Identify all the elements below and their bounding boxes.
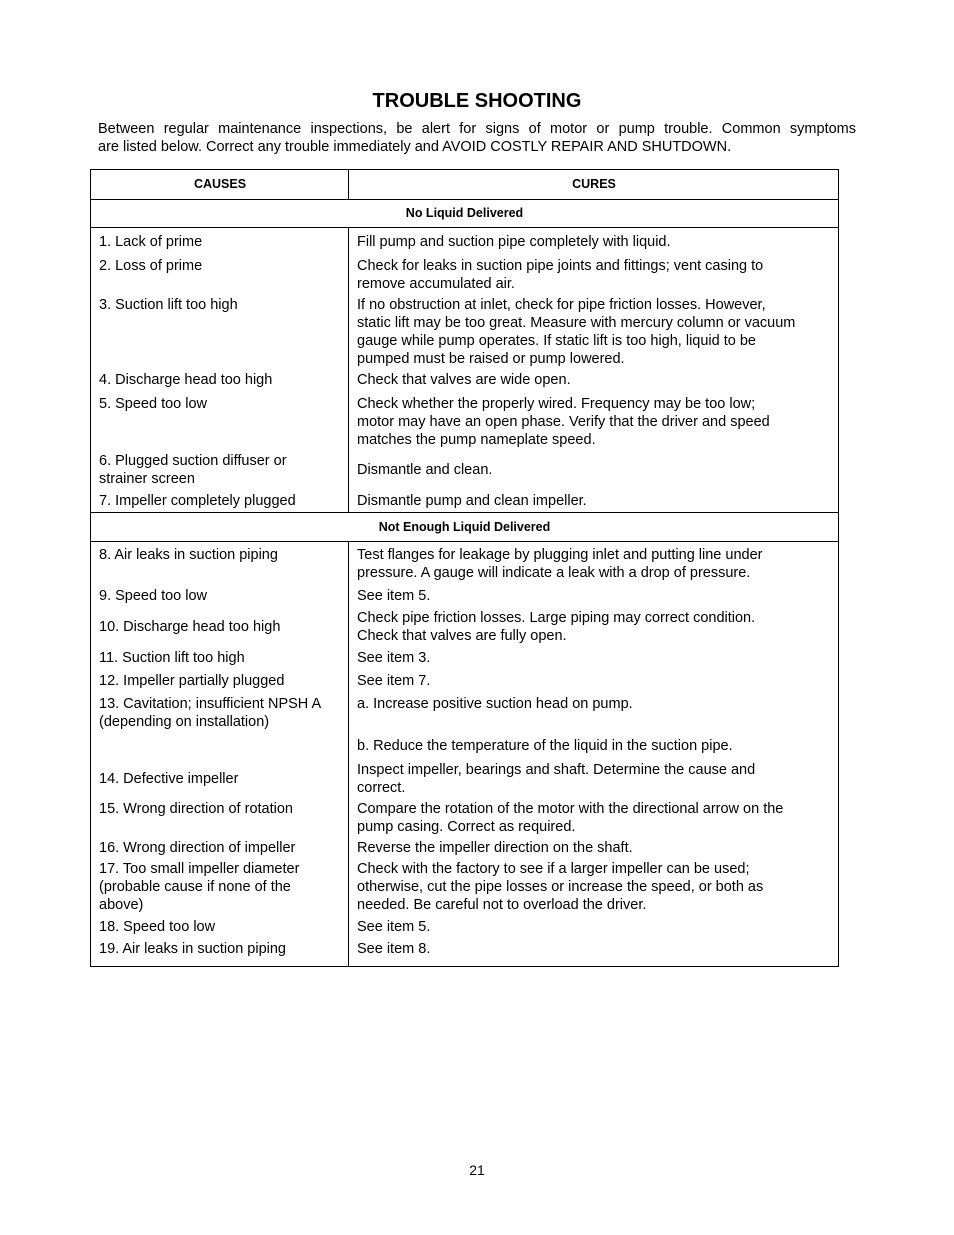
cause-cell — [99, 618, 349, 636]
cause-cell — [99, 395, 349, 413]
cause-text: (depending on installation) — [99, 714, 270, 730]
cure-text: Check whether the properly wired. Frequency may be too low; — [357, 396, 756, 412]
header-causes: CAUSES — [193, 177, 247, 191]
cause-text: 16. Wrong direction of impeller — [99, 840, 296, 856]
cause-cell — [99, 770, 349, 788]
cure-cell — [357, 395, 833, 449]
section2-divider — [91, 541, 838, 542]
cure-text: pressure. A gauge will indicate a leak with a drop of pressure. — [357, 565, 751, 581]
cause-cell — [99, 695, 349, 731]
cause-text: 10. Discharge head too high — [99, 619, 281, 635]
cure-text: Test flanges for leakage by plugging inlet and putting line under — [357, 547, 763, 563]
cause-cell — [99, 860, 349, 914]
cure-cell — [357, 587, 833, 605]
cure-cell — [357, 672, 833, 690]
cure-cell — [357, 761, 833, 797]
cure-text: pumped must be raised or pump lowered. — [357, 351, 625, 367]
cure-cell — [357, 800, 833, 836]
cause-text: 7. Impeller completely plugged — [99, 493, 296, 509]
cause-text: 17. Too small impeller diameter — [99, 861, 300, 877]
cause-text: 8. Air leaks in suction piping — [99, 547, 278, 563]
cause-text: 11. Suction lift too high — [99, 650, 245, 666]
cause-cell — [99, 649, 349, 667]
cure-cell — [357, 649, 833, 667]
cause-cell — [99, 918, 349, 936]
cure-text: needed. Be careful not to overload the driver. — [357, 897, 647, 913]
cause-cell — [99, 672, 349, 690]
cure-text: matches the pump nameplate speed. — [357, 432, 596, 448]
cause-cell — [99, 940, 349, 958]
cause-text: 18. Speed too low — [99, 919, 216, 935]
cause-cell — [99, 371, 349, 389]
cure-cell — [357, 918, 833, 936]
cure-cell — [357, 546, 833, 582]
cure-cell — [357, 233, 833, 251]
cause-text: 1. Lack of prime — [99, 234, 203, 250]
cause-text: 19. Air leaks in suction piping — [99, 941, 286, 957]
cause-cell — [99, 800, 349, 818]
cure-cell — [357, 839, 833, 857]
cure-text: Check that valves are fully open. — [357, 628, 567, 644]
cure-text: correct. — [357, 780, 406, 796]
cause-cell — [99, 546, 349, 564]
page-title: TROUBLE SHOOTING — [372, 90, 582, 112]
cure-text: Check pipe friction losses. Large piping may correct condition. — [357, 610, 756, 626]
cure-text: See item 8. — [357, 941, 431, 957]
header-cures: CURES — [572, 177, 616, 191]
cure-cell — [357, 737, 833, 755]
cure-text: pump casing. Correct as required. — [357, 819, 576, 835]
cause-text: 5. Speed too low — [99, 396, 208, 412]
cure-text: See item 5. — [357, 588, 431, 604]
cause-text: 13. Cavitation; insufficient NPSH A — [99, 696, 322, 712]
cure-cell — [357, 860, 833, 914]
intro-paragraph — [98, 120, 856, 156]
section2-top-divider — [91, 512, 838, 513]
cure-cell — [357, 609, 833, 645]
cause-text: 12. Impeller partially plugged — [99, 673, 285, 689]
cure-cell — [357, 940, 833, 958]
cause-cell — [99, 257, 349, 275]
cause-text: (probable cause if none of the — [99, 879, 291, 895]
column-divider — [348, 170, 349, 199]
cause-cell — [99, 296, 349, 314]
cure-text: Inspect impeller, bearings and shaft. Determine the cause and — [357, 762, 756, 778]
cure-text: Fill pump and suction pipe completely with liquid. — [357, 234, 671, 250]
cure-text: See item 3. — [357, 650, 431, 666]
cure-text: Check with the factory to see if a larger impeller can be used; — [357, 861, 750, 877]
cause-text: 15. Wrong direction of rotation — [99, 801, 293, 817]
cure-text: See item 7. — [357, 673, 431, 689]
cure-text: remove accumulated air. — [357, 276, 515, 292]
cause-cell — [99, 492, 349, 510]
section1-divider — [91, 227, 838, 228]
cause-cell — [99, 839, 349, 857]
cause-text: above) — [99, 897, 144, 913]
cure-text: gauge while pump operates. If static lift is too high, liquid to be — [357, 333, 756, 349]
cause-text: 14. Defective impeller — [99, 771, 239, 787]
page-number: 21 — [469, 1162, 485, 1178]
cure-text: b. Reduce the temperature of the liquid in the suction pipe. — [357, 738, 733, 754]
cause-text: 4. Discharge head too high — [99, 372, 273, 388]
cure-text: static lift may be too great. Measure with mercury column or vacuum — [357, 315, 796, 331]
cure-text: Check that valves are wide open. — [357, 372, 571, 388]
cure-text: a. Increase positive suction head on pump. — [357, 696, 633, 712]
intro-line-1: Between regular maintenance inspections, be alert for signs of motor or pump trouble. Common symptoms — [98, 121, 856, 137]
cure-text: Check for leaks in suction pipe joints and fittings; vent casing to — [357, 258, 764, 274]
cure-text: Dismantle pump and clean impeller. — [357, 493, 587, 509]
cause-text: 2. Loss of prime — [99, 258, 203, 274]
cure-text: If no obstruction at inlet, check for pipe friction losses. However, — [357, 297, 766, 313]
cure-text: otherwise, cut the pipe losses or increase the speed, or both as — [357, 879, 764, 895]
cause-cell — [99, 452, 349, 488]
cure-cell — [357, 257, 833, 293]
cause-text: strainer screen — [99, 471, 195, 487]
troubleshooting-table — [90, 169, 839, 967]
cure-text: Reverse the impeller direction on the shaft. — [357, 840, 633, 856]
cause-text: 6. Plugged suction diffuser or — [99, 453, 287, 469]
header-divider — [91, 199, 838, 200]
cure-text: Compare the rotation of the motor with the directional arrow on the — [357, 801, 784, 817]
cure-cell — [357, 371, 833, 389]
cause-cell — [99, 587, 349, 605]
cure-cell — [357, 492, 833, 510]
cause-text: 3. Suction lift too high — [99, 297, 238, 313]
section-title-not-enough-liquid: Not Enough Liquid Delivered — [378, 520, 551, 534]
intro-line-2: are listed below. Correct any trouble immediately and AVOID COSTLY REPAIR AND SHUTDOWN. — [98, 139, 732, 155]
cure-cell — [357, 461, 833, 479]
cure-cell — [357, 695, 833, 713]
cause-cell — [99, 233, 349, 251]
section-title-no-liquid: No Liquid Delivered — [405, 206, 524, 220]
cause-text: 9. Speed too low — [99, 588, 208, 604]
cure-text: See item 5. — [357, 919, 431, 935]
cure-text: Dismantle and clean. — [357, 462, 493, 478]
cure-cell — [357, 296, 833, 368]
cure-text: motor may have an open phase. Verify that the driver and speed — [357, 414, 770, 430]
